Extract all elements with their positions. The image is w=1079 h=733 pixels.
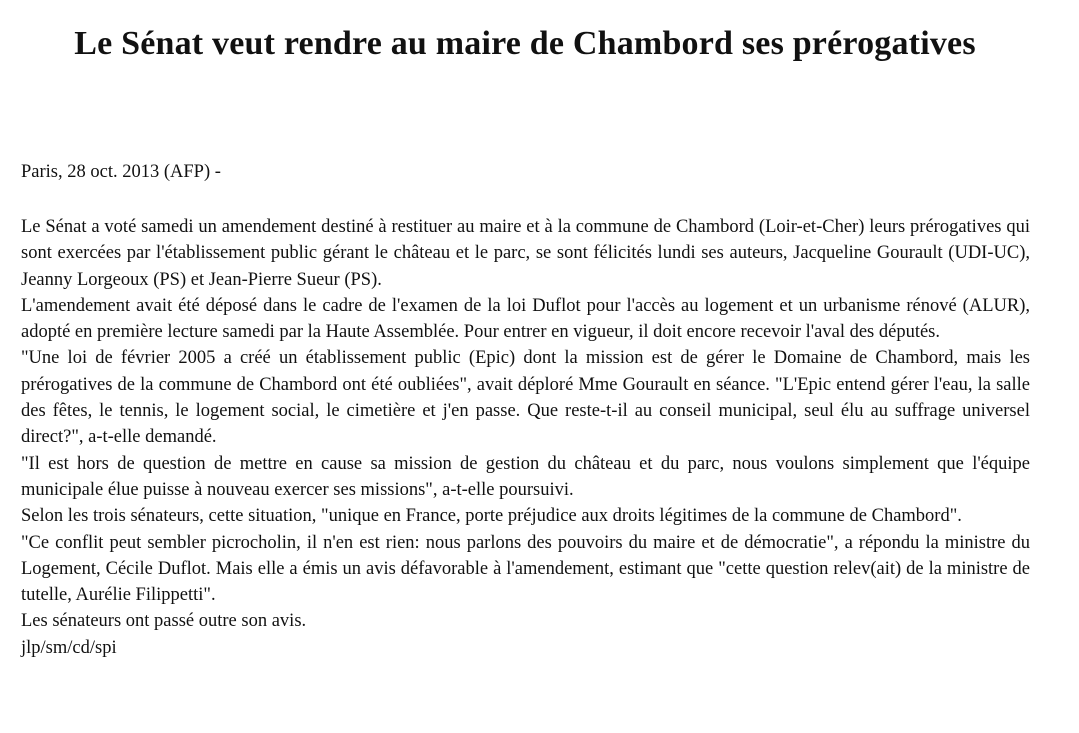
article-dateline: Paris, 28 oct. 2013 (AFP) -	[21, 162, 221, 182]
article-paragraph: Selon les trois sénateurs, cette situation, "unique en France, porte préjudice aux droits légitimes de la commune de Chambord".	[21, 506, 962, 527]
article-paragraph: Le Sénat a voté samedi un amendement destiné à restituer au maire et à la commune de Chambord (Loir-et-Cher) leurs prérogatives qui sont exercées par l'établissement public gérant le château et le parc, se sont félicités lundi ses auteurs, Jacqueline Gourault (UDI-UC), Jeanny Lorgeoux (PS) et Jean-Pierre Sueur (PS).	[21, 217, 1030, 290]
article-paragraph: "Une loi de février 2005 a créé un établissement public (Epic) dont la mission est de gérer le Domaine de Chambord, mais les prérogatives de la commune de Chambord ont été oubliées", avait déploré Mme Gourault en séance. "L'Epic entend gérer l'eau, la salle des fêtes, le tennis, le logement social, le cimetière et j'en passe. Que reste-t-il au conseil municipal, seul élu au suffrage universel direct?", a-t-elle demandé.	[21, 348, 1030, 448]
article-body	[21, 214, 1030, 661]
article-title: Le Sénat veut rendre au maire de Chambord ses prérogatives	[74, 25, 976, 62]
article-paragraph: "Il est hors de question de mettre en cause sa mission de gestion du château et du parc, nous voulons simplement que l'équipe municipale élue puisse à nouveau exercer ses missions", a-t-elle poursuivi.	[21, 453, 1030, 500]
article-paragraph: Les sénateurs ont passé outre son avis.	[21, 611, 307, 632]
article-paragraph: L'amendement avait été déposé dans le cadre de l'examen de la loi Duflot pour l'accès au logement et un urbanisme rénové (ALUR), adopté en première lecture samedi par la Haute Assemblée. Pour entrer en vigueur, il doit encore recevoir l'aval des députés.	[21, 295, 1030, 343]
article-paragraph: "Ce conflit peut sembler picrocholin, il n'en est rien: nous parlons des pouvoirs du maire et de démocratie", a répondu la ministre du Logement, Cécile Duflot. Mais elle a émis un avis défavorable à l'amendement, estimant que "cette question relev(ait) de la ministre de tutelle, Aurélie Filippetti".	[21, 532, 1030, 606]
article-signature: jlp/sm/cd/spi	[21, 637, 117, 658]
